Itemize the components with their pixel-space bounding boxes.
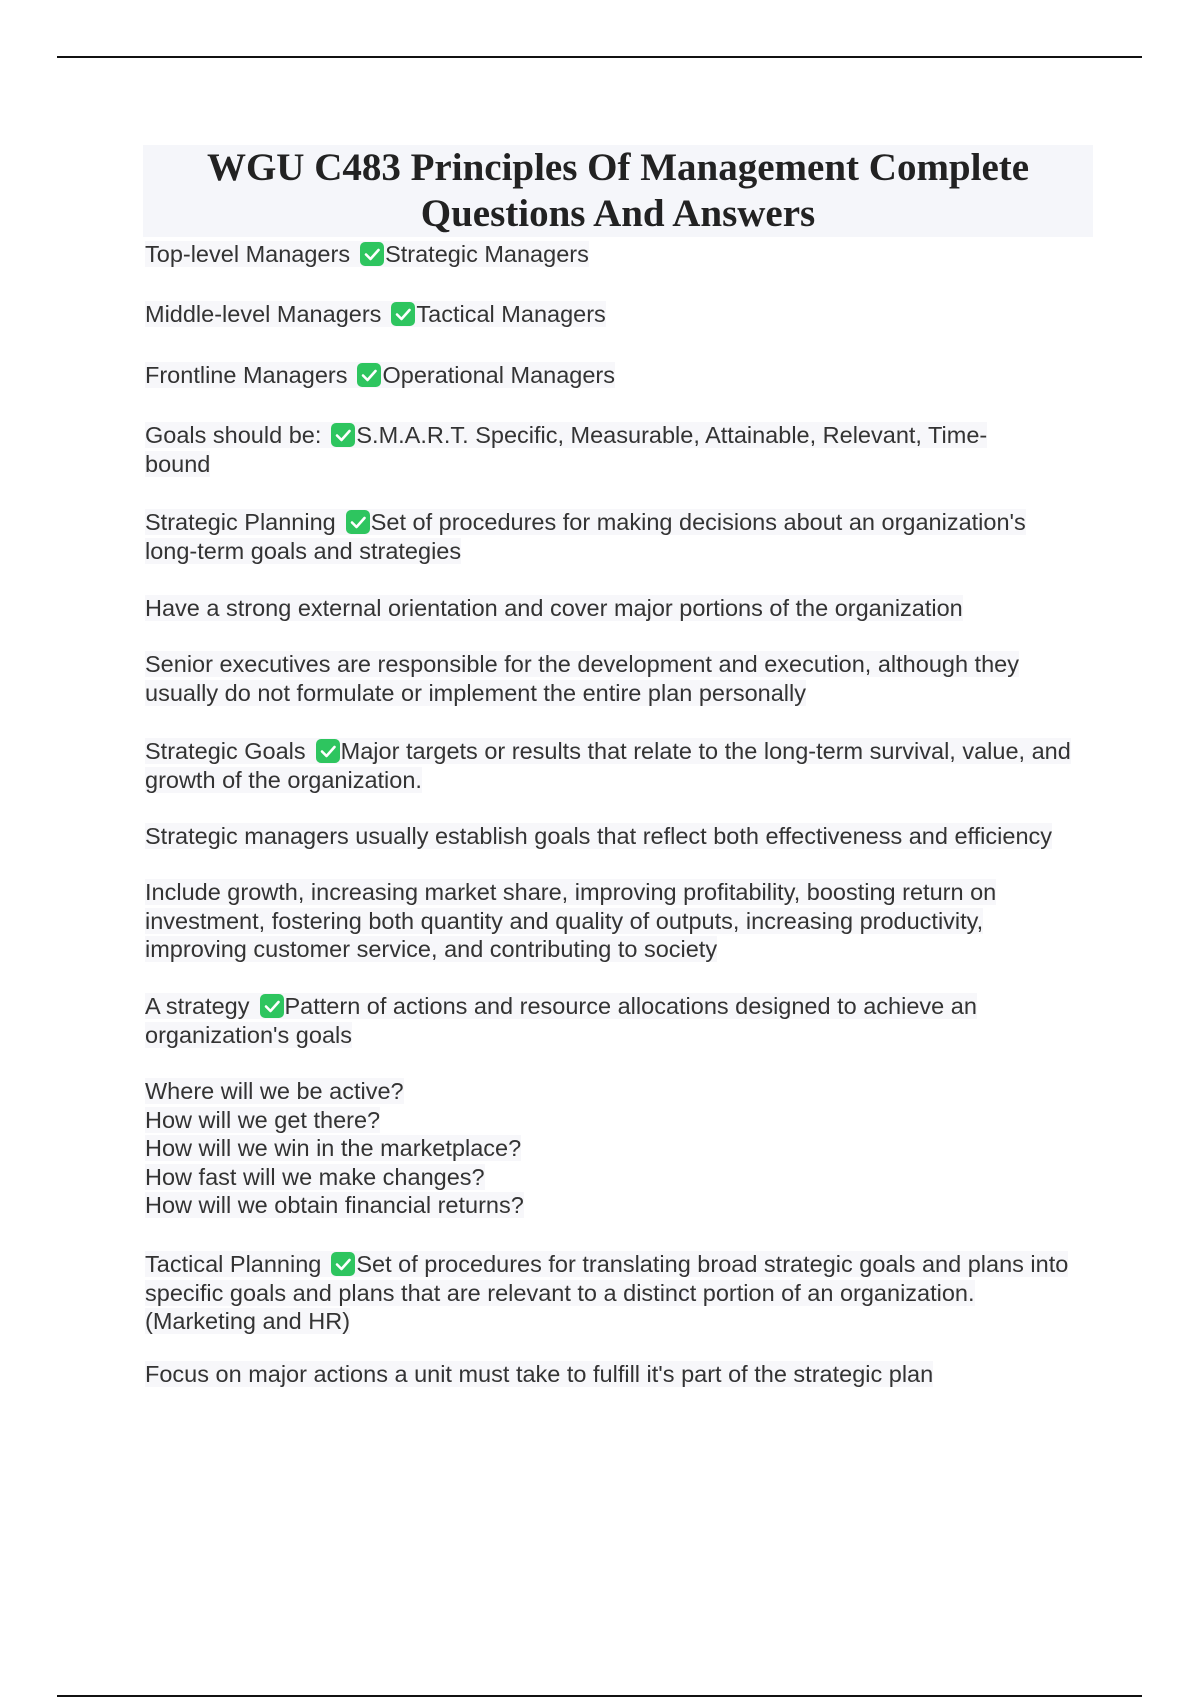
- answer-text: Major targets or results that relate to the long-term survival, value, and growth of the organization.: [145, 738, 1071, 793]
- answer-text: Tactical Managers: [416, 301, 606, 327]
- question-text: Frontline Managers: [145, 362, 348, 388]
- answer-text: S.M.A.R.T. Specific, Measurable, Attainable, Relevant, Time-bound: [145, 422, 988, 477]
- note-item: [145, 650, 1065, 707]
- list-line: How will we get there?: [145, 1106, 381, 1133]
- question-text: Middle-level Managers: [145, 301, 382, 327]
- list-line: How will we win in the marketplace?: [145, 1135, 522, 1161]
- check-icon: [391, 302, 415, 326]
- question-text: Strategic Goals: [145, 738, 306, 764]
- list-line: How fast will we make changes?: [145, 1163, 485, 1190]
- question-text: Strategic Planning: [145, 509, 336, 535]
- top-rule: [57, 56, 1142, 58]
- question-list: [145, 1077, 1105, 1220]
- note-text: Have a strong external orientation and cover major portions of the organization: [145, 595, 963, 621]
- check-icon: [260, 994, 284, 1018]
- answer-text: Pattern of actions and resource allocations designed to achieve an organization's goals: [145, 993, 977, 1048]
- qa-item: [145, 1250, 1090, 1336]
- page-title: WGU C483 Principles Of Management Complete Questions And Answers: [143, 145, 1093, 237]
- check-icon: [357, 363, 381, 387]
- qa-item: [145, 300, 1105, 329]
- answer-text: Set of procedures for translating broad strategic goals and plans into specific goals and plans that are relevant to a distinct portion of an organization. (Marketing and HR): [145, 1251, 1069, 1334]
- check-icon: [316, 739, 340, 763]
- question-text: A strategy: [145, 993, 250, 1019]
- qa-item: [145, 992, 1035, 1049]
- answer-text: Operational Managers: [382, 362, 615, 388]
- note-item: [145, 1360, 1105, 1389]
- check-icon: [346, 510, 370, 534]
- answer-text: Strategic Managers: [385, 241, 589, 267]
- check-icon: [331, 423, 355, 447]
- note-text: Include growth, increasing market share, improving profitability, boosting return on investment, fostering both quantity and quality of outputs, increasing productivity, improving customer service, and contributing to society: [145, 879, 997, 962]
- qa-item: [145, 361, 1105, 390]
- list-line: Where will we be active?: [145, 1078, 404, 1104]
- bottom-rule: [57, 1695, 1142, 1697]
- note-item: [145, 878, 1045, 964]
- note-text: Focus on major actions a unit must take to fulfill it's part of the strategic plan: [145, 1361, 934, 1387]
- note-text: Strategic managers usually establish goals that reflect both effectiveness and efficiency: [145, 823, 1053, 849]
- list-line: How will we obtain financial returns?: [145, 1192, 524, 1218]
- question-text: Tactical Planning: [145, 1251, 322, 1277]
- qa-item: [145, 240, 1105, 269]
- question-text: Goals should be:: [145, 422, 322, 448]
- note-text: Senior executives are responsible for the development and execution, although they usually do not formulate or implement the entire plan personally: [145, 651, 1019, 706]
- note-item: [145, 822, 1145, 851]
- check-icon: [331, 1252, 355, 1276]
- qa-item: [145, 508, 1080, 565]
- answer-text: Set of procedures for making decisions about an organization's long-term goals and strategies: [145, 509, 1026, 564]
- note-item: [145, 594, 1105, 623]
- question-text: Top-level Managers: [145, 241, 351, 267]
- check-icon: [360, 242, 384, 266]
- qa-item: [145, 421, 1045, 478]
- qa-item: [145, 737, 1080, 794]
